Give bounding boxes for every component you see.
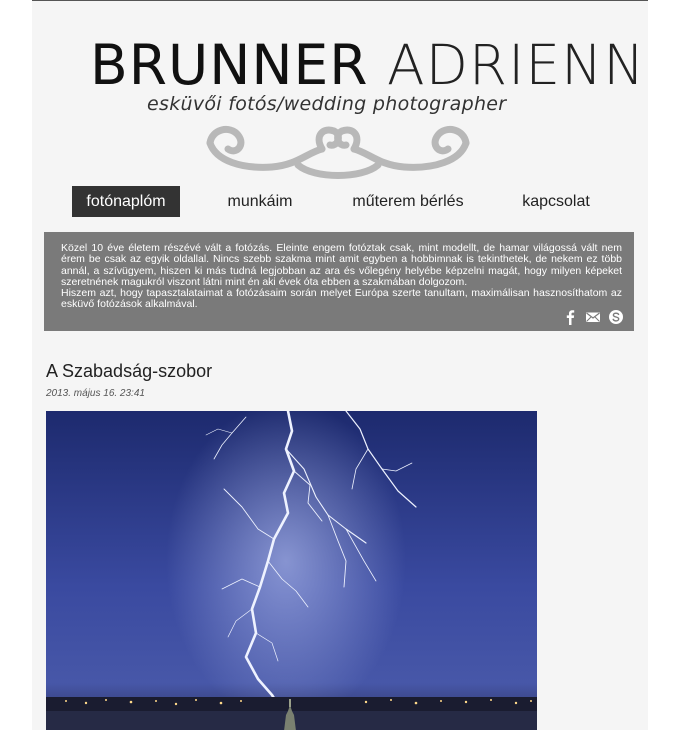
brand-subtitle: esküvői fotós/wedding photographer xyxy=(147,93,507,115)
post-title[interactable]: A Szabadság-szobor xyxy=(46,361,213,381)
nav-item-fotonaplom[interactable]: fotónaplóm xyxy=(72,186,180,217)
nav-item-kapcsolat[interactable]: kapcsolat xyxy=(522,193,590,210)
brand-title xyxy=(90,33,646,97)
brand-header[interactable] xyxy=(32,33,648,167)
social-links xyxy=(562,309,624,325)
intro-paragraph-1: Közel 10 éve életem részévé vált a fotózás. Eleinte engem fotóztak csak, mint modellt, de hamar világossá vált nem érem be csak az egyik oldallal. Nincs szebb szakma mint amit egyben a hobbimnak is tekinthetek, de nekem ez több annál, a szívügyem, hiszen ki más tudná legjobban az ara és vőlegény helyébe képzelni magát, hogy milyen képeket szeretnének magukról viszont látni mint én aki évek óta ebben a szakmában dolgozom. xyxy=(61,242,622,288)
intro-box xyxy=(44,232,634,331)
skype-icon[interactable] xyxy=(608,309,624,325)
brand-last-name: ADRIENN xyxy=(386,33,646,97)
facebook-icon[interactable] xyxy=(562,309,578,325)
nav-item-muterem-berles[interactable]: műterem bérlés xyxy=(352,193,464,210)
page-container xyxy=(32,0,648,730)
intro-paragraph-2: Hiszem azt, hogy tapasztalataimat a fotózásaim során melyet Európa szerte tanultam, maximálisan hasznosíthatom az esküvő fotózások alkalmával. xyxy=(61,287,622,311)
email-icon[interactable] xyxy=(585,309,601,325)
post-photo-lightning-statue[interactable] xyxy=(46,411,537,730)
ornament-flourish xyxy=(202,121,474,181)
nav-item-munkaim[interactable]: munkáim xyxy=(227,193,293,210)
main-nav xyxy=(72,186,612,218)
post-date: 2013. május 16. 23:41 xyxy=(46,388,145,399)
brand-first-name: BRUNNER xyxy=(90,33,369,97)
